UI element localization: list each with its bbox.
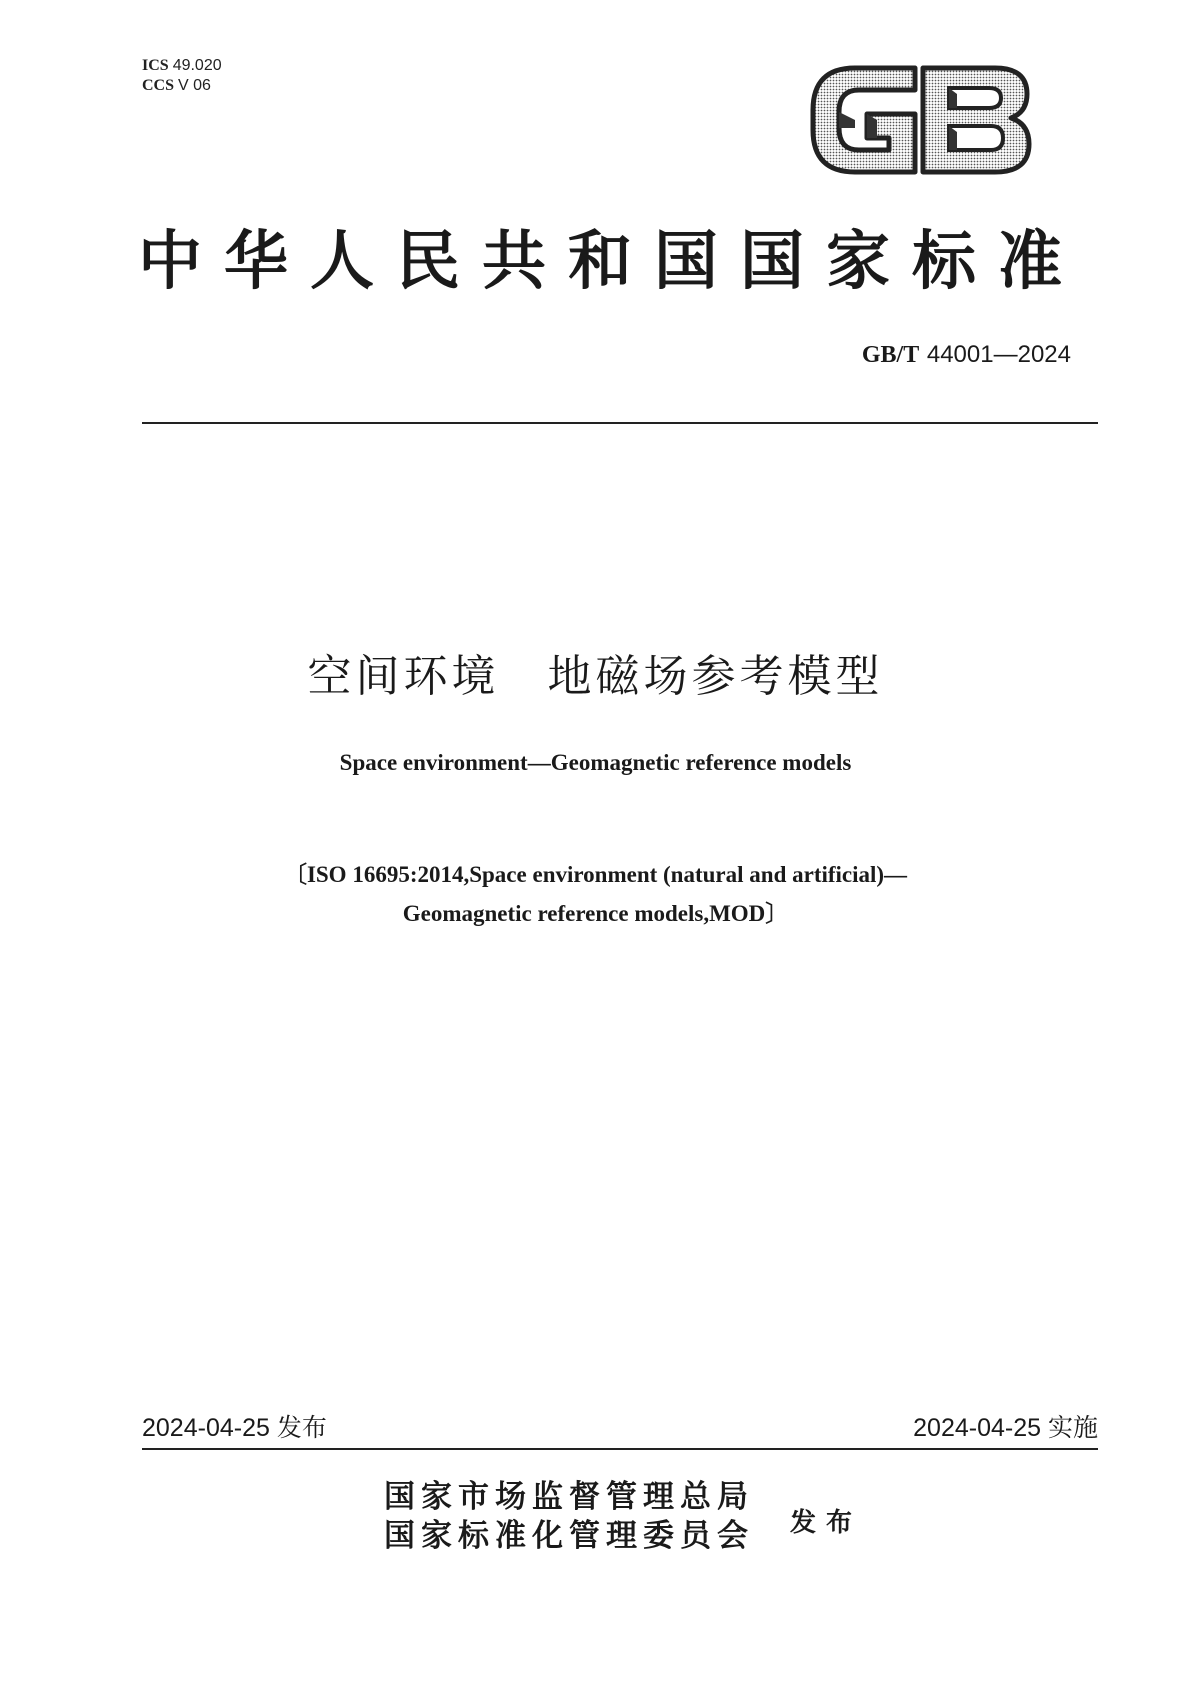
national-standard-title: 中华人民共和国国家标准 [138, 224, 1084, 299]
ics-code: 49.020 [172, 57, 222, 74]
issuing-authorities [384, 1478, 754, 1556]
ccs-label: CCS [142, 77, 175, 94]
implement-date-block [913, 1408, 1098, 1444]
classification-codes [142, 56, 222, 96]
iso-reference-line-1: 〔ISO 16695:2014,Space environment (natural and artificial)— [283, 862, 908, 887]
standard-prefix: GB/T [861, 342, 920, 368]
bottom-divider [142, 1448, 1098, 1450]
iso-reference [0, 855, 1191, 933]
ccs-code: V 06 [178, 77, 211, 94]
ics-row [142, 56, 222, 76]
document-title-en: Space environment—Geomagnetic reference models [339, 750, 852, 775]
iso-reference-line-2: Geomagnetic reference models,MOD〕 [402, 901, 789, 926]
publish-date-block [142, 1408, 327, 1444]
gb-logo-icon [805, 58, 1035, 180]
document-title-cn: 空间环境 地磁场参考模型 [307, 651, 884, 702]
issue-verb: 发布 [790, 1508, 863, 1538]
ccs-row [142, 76, 222, 96]
implement-date: 2024-04-25 [913, 1414, 1042, 1442]
implement-label: 实施 [1047, 1413, 1098, 1442]
standard-code: 44001—2024 [926, 341, 1071, 368]
publish-label: 发布 [276, 1413, 327, 1442]
issuer-2: 国家标准化管理委员会 [384, 1518, 754, 1554]
publish-date: 2024-04-25 [142, 1414, 270, 1442]
standard-number [862, 340, 1071, 369]
top-divider [142, 422, 1098, 424]
issuer-1: 国家市场监督管理总局 [384, 1479, 754, 1515]
ics-label: ICS [142, 57, 169, 74]
